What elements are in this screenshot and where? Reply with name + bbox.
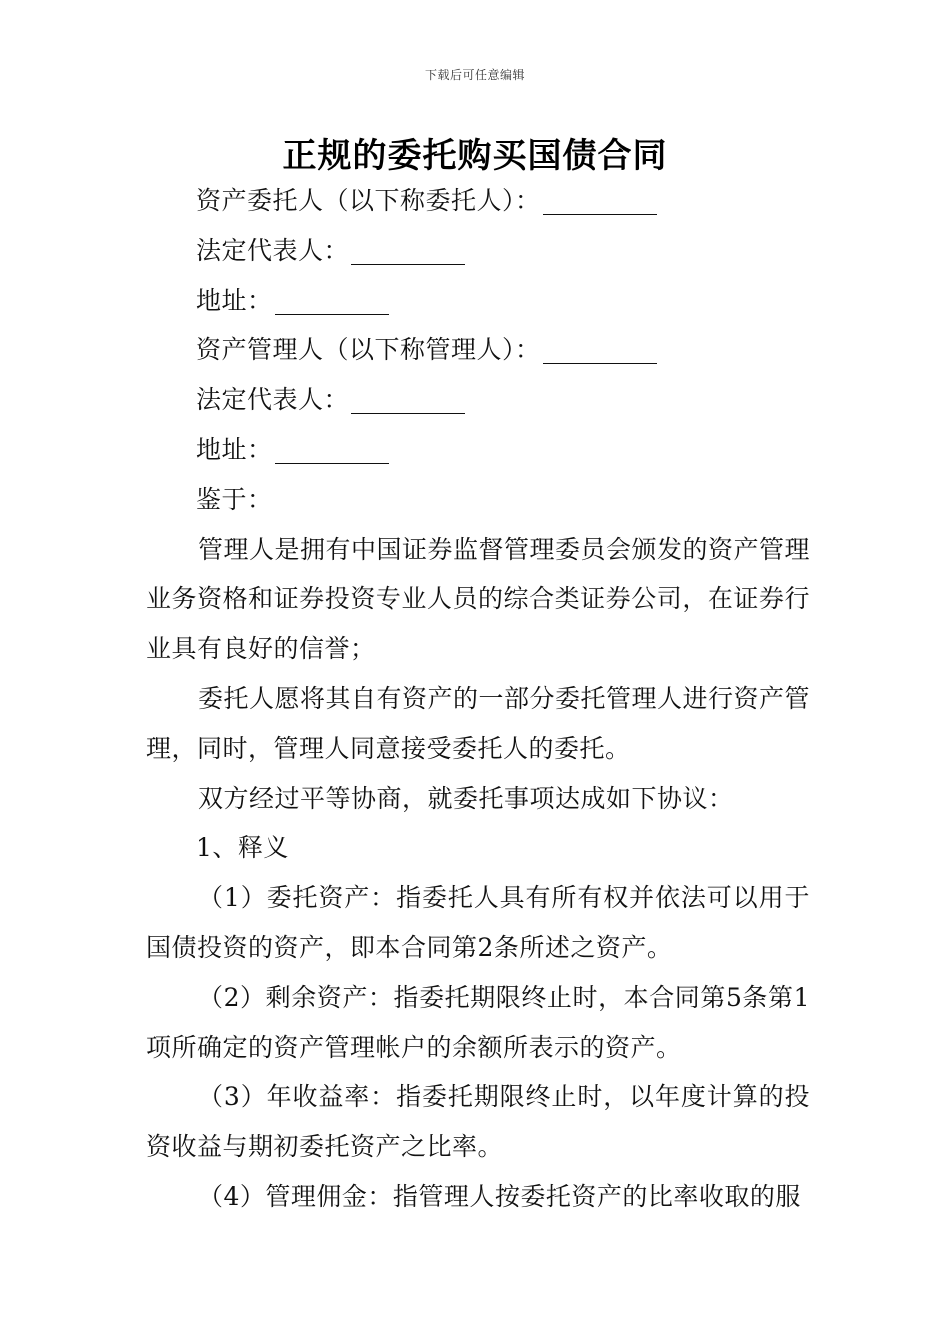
fill-in-blank[interactable] — [543, 335, 657, 364]
whereas-paragraph-1: 管理人是拥有中国证券监督管理委员会颁发的资产管理业务资格和证券投资专业人员的综合类证券公司，在证券行业具有良好的信誉； — [146, 534, 811, 664]
section-heading: 1、释义 — [196, 833, 289, 863]
party-label: 地址： — [196, 434, 273, 464]
fill-in-blank[interactable] — [543, 186, 657, 215]
party-line-manager — [146, 325, 810, 375]
definition-item: （3）年收益率：指委托期限终止时，以年度计算的投资收益与期初委托资产之比率。 — [146, 1082, 810, 1162]
document-title: 正规的委托购买国债合同 — [282, 136, 668, 176]
party-line-principal-address — [146, 276, 810, 326]
party-label: 地址： — [196, 285, 273, 315]
party-label: 资产委托人（以下称委托人）： — [196, 186, 541, 215]
party-line-principal — [146, 176, 810, 226]
party-line-manager-rep — [146, 375, 810, 425]
definition-item: （1）委托资产：指委托人具有所有权并依法可以用于国债投资的资产，即本合同第2条所述之资产。 — [146, 883, 810, 962]
definition-item: （4）管理佣金：指管理人按委托资产的比率收取的服 — [198, 1181, 801, 1211]
fill-in-blank[interactable] — [275, 435, 389, 464]
party-line-principal-rep — [146, 226, 810, 276]
header-note: 下载后可任意编辑 — [424, 68, 525, 82]
party-line-manager-address — [146, 425, 810, 475]
definition-item: （2）剩余资产：指委托期限终止时，本合同第5条第1项所确定的资产管理帐户的余额所表示的资产。 — [146, 982, 810, 1062]
fill-in-blank[interactable] — [275, 286, 389, 315]
party-label: 法定代表人： — [196, 385, 350, 415]
party-label: 资产管理人（以下称管理人）： — [196, 335, 541, 365]
agreement-intro: 双方经过平等协商，就委托事项达成如下协议： — [198, 783, 734, 813]
whereas-paragraph-2: 委托人愿将其自有资产的一部分委托管理人进行资产管理，同时，管理人同意接受委托人的委托。 — [146, 683, 811, 763]
whereas-label: 鉴于： — [196, 484, 273, 514]
fill-in-blank[interactable] — [351, 385, 465, 414]
fill-in-blank[interactable] — [351, 236, 465, 265]
party-label: 法定代表人： — [196, 235, 350, 265]
document-body — [146, 176, 810, 1222]
